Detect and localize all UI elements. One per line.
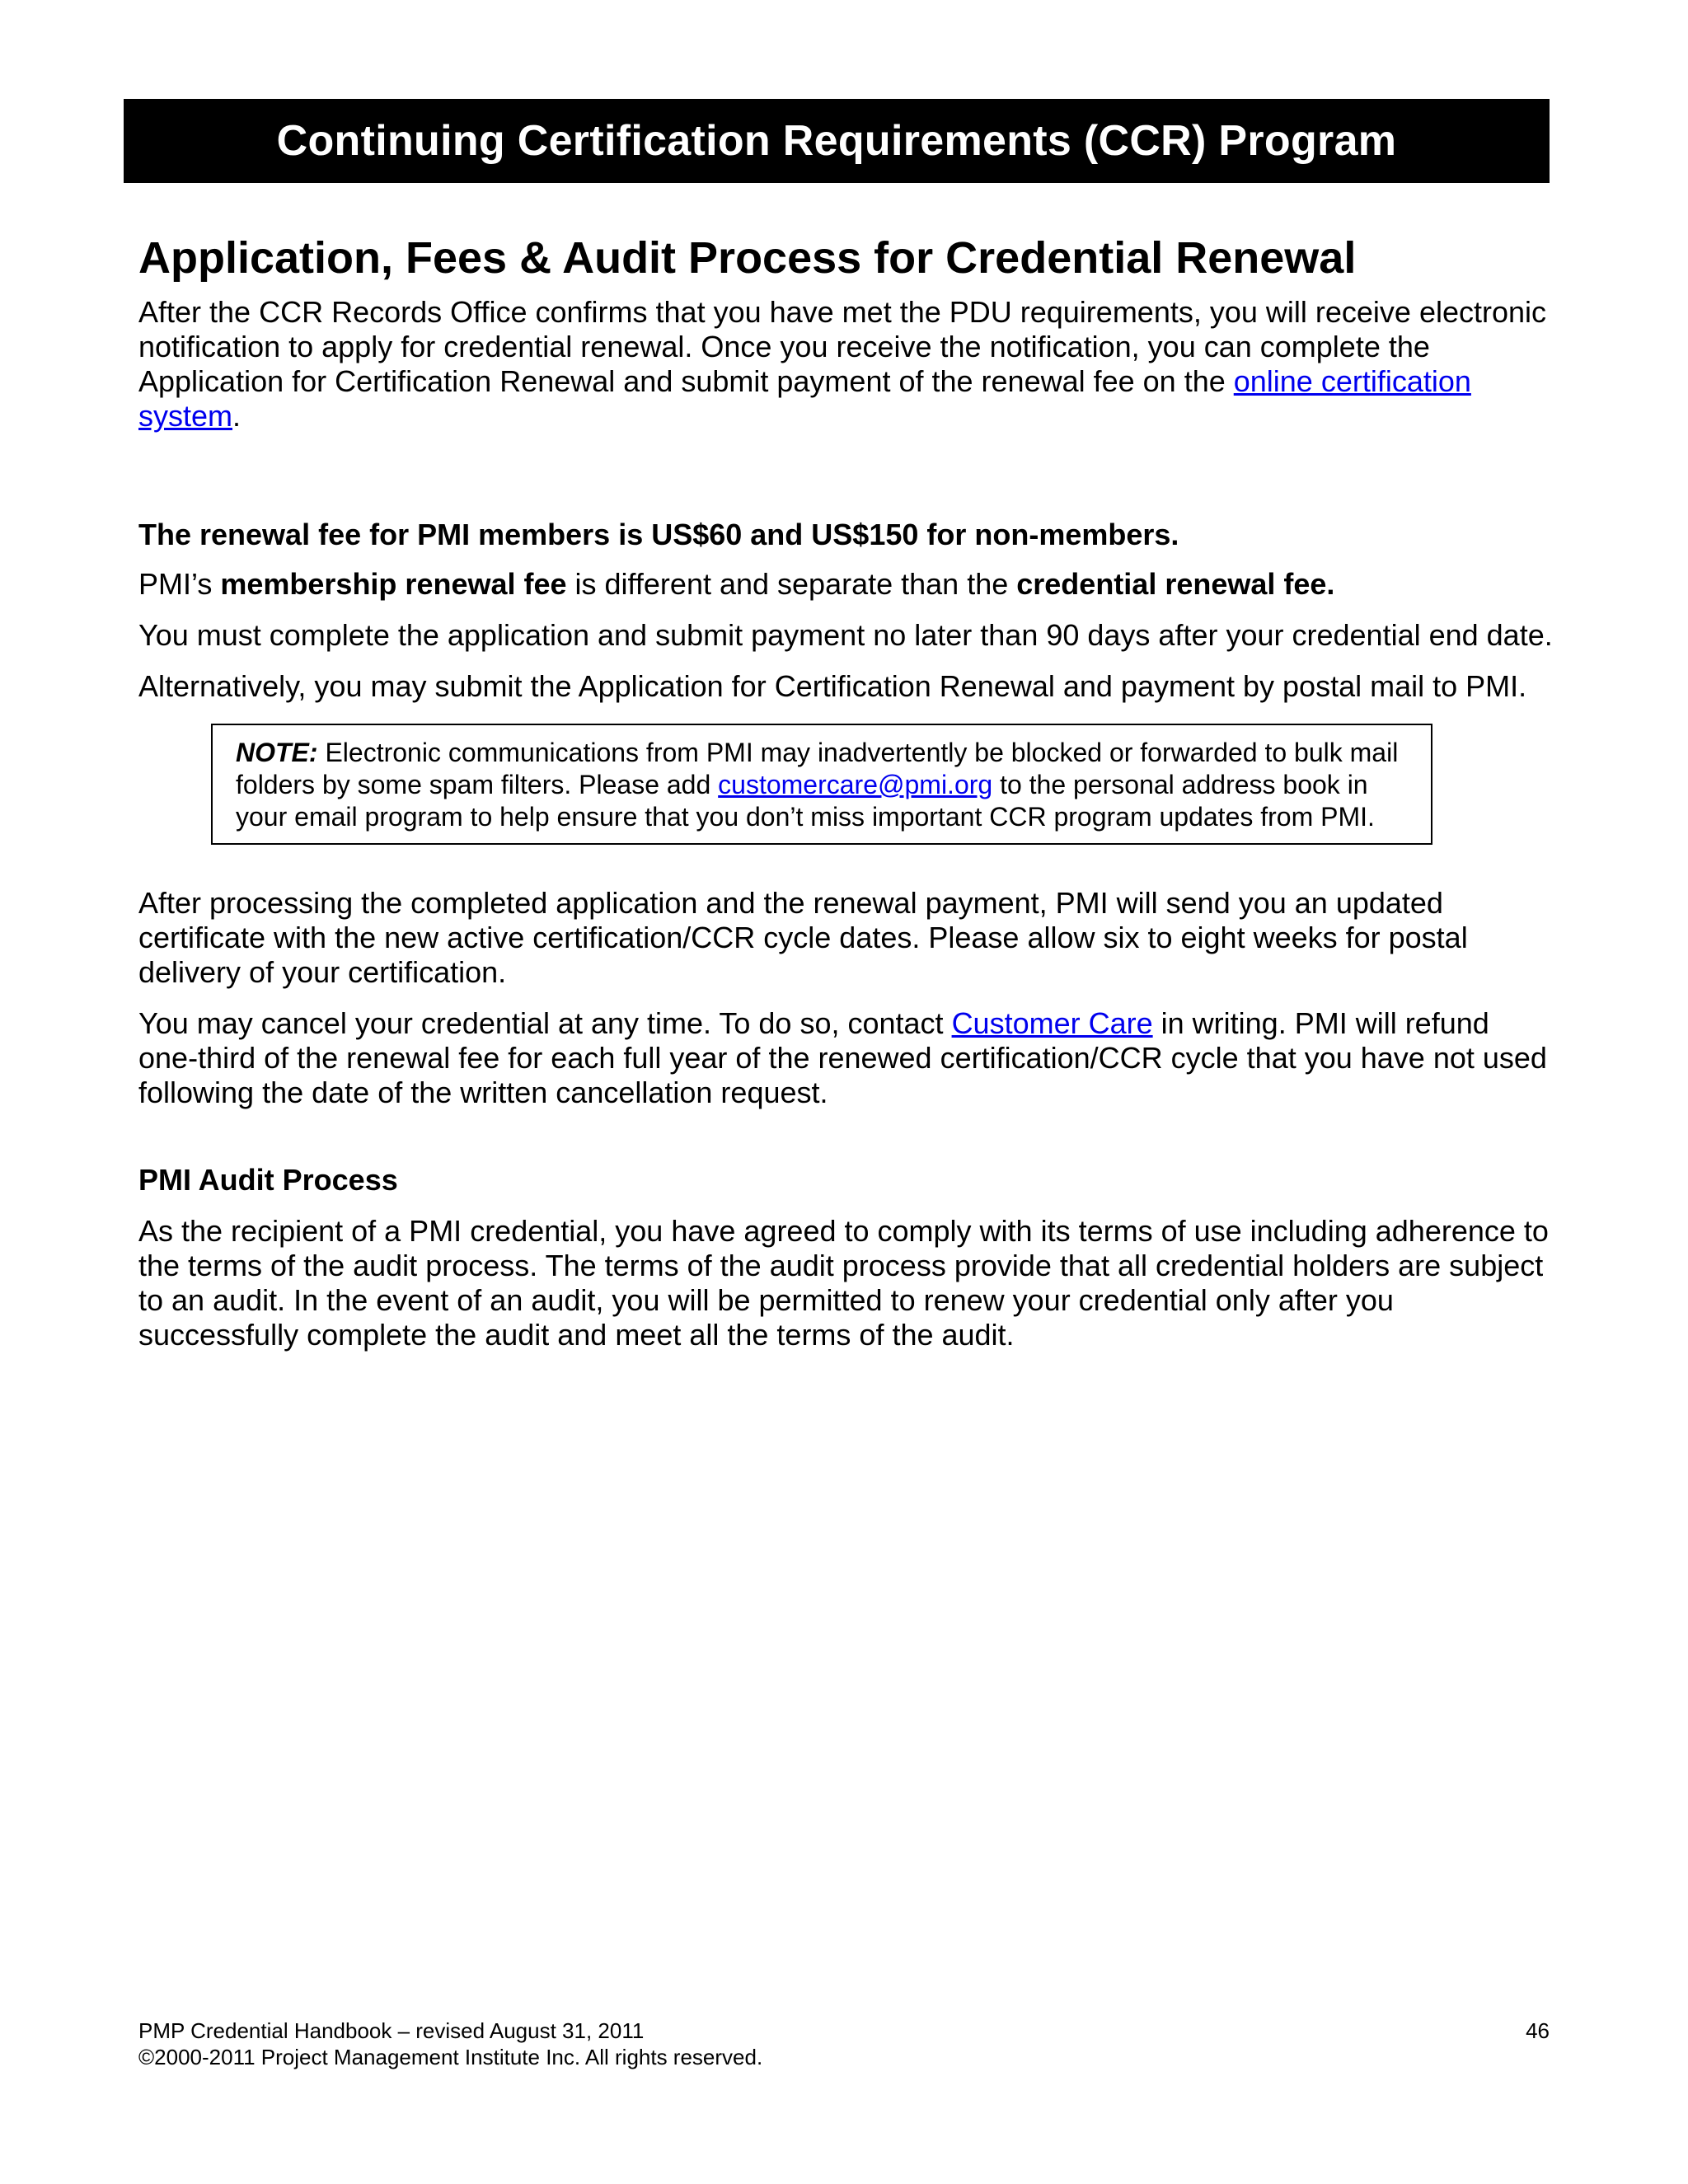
online-certification-system-link[interactable]: online certification system (138, 364, 1471, 434)
note-text-2: to the personal address book in your email program to help ensure that you don’t miss important CCR program updates from PMI. (236, 770, 1375, 832)
membership-mid: is different and separate than the (566, 567, 1017, 602)
postal-mail-paragraph: Alternatively, you may submit the Application for Certification Renewal and payment by postal mail to PMI. (138, 669, 1527, 704)
deadline-paragraph: You must complete the application and submit payment no later than 90 days after your credential end date. (138, 618, 1553, 653)
note-text-1: Electronic communications from PMI may inadvertently be blocked or forwarded to bulk mail folders by some spam filters. Please add (236, 738, 1399, 800)
intro-paragraph (138, 295, 1556, 434)
footer-revision: PMP Credential Handbook – revised August 31, 2011 (138, 2018, 645, 2043)
membership-pre: PMI’s (138, 567, 221, 602)
intro-text: After the CCR Records Office confirms that you have met the PDU requirements, you will receive electronic notification to apply for credential renewal. Once you receive the notification, you can complete the Application for Certification Renewal and submit payment of the renewal fee on the (138, 295, 1547, 399)
customer-care-link[interactable]: Customer Care (951, 1006, 1153, 1041)
page-banner (124, 99, 1550, 183)
membership-renewal-fee-term: membership renewal fee (220, 567, 567, 602)
credential-renewal-fee-term: credential renewal fee. (1016, 567, 1335, 602)
main-content (138, 232, 1556, 1369)
section-heading: Application, Fees & Audit Process for Credential Renewal (138, 233, 1357, 283)
page-footer (138, 2018, 1550, 2070)
renewal-fee-statement: The renewal fee for PMI members is US$60 and US$150 for non-members. (138, 518, 1179, 552)
cancel-pre: You may cancel your credential at any time. To do so, contact (138, 1006, 952, 1041)
audit-heading: PMI Audit Process (138, 1163, 398, 1197)
intro-end: . (232, 399, 241, 434)
cancellation-paragraph (138, 1006, 1556, 1110)
footer-copyright: ©2000-2011 Project Management Institute Inc. All rights reserved. (138, 2045, 763, 2069)
cancel-post: in writing. PMI will refund one-third of the renewal fee for each full year of the renewed certification/CCR cycle that you have not used following the date of the written cancellation request. (138, 1006, 1547, 1110)
customercare-email-link[interactable]: customercare@pmi.org (718, 770, 993, 800)
audit-paragraph: As the recipient of a PMI credential, you have agreed to comply with its terms of use including adherence to the terms of the audit process. The terms of the audit process provide that all credential holders are subject to an audit. In the event of an audit, you will be permitted to renew your credential only after you successfully complete the audit and meet all the terms of the audit. (138, 1214, 1549, 1352)
note-box (211, 724, 1432, 845)
banner-title: Continuing Certification Requirements (CCR) Program (276, 117, 1397, 165)
membership-fee-paragraph (138, 567, 1556, 602)
note-label: NOTE: (236, 738, 318, 768)
page-number: 46 (1526, 2018, 1550, 2043)
processing-paragraph: After processing the completed application and the renewal payment, PMI will send you an updated certificate with the new active certification/CCR cycle dates. Please allow six to eight weeks for postal delivery of your certification. (138, 886, 1468, 990)
